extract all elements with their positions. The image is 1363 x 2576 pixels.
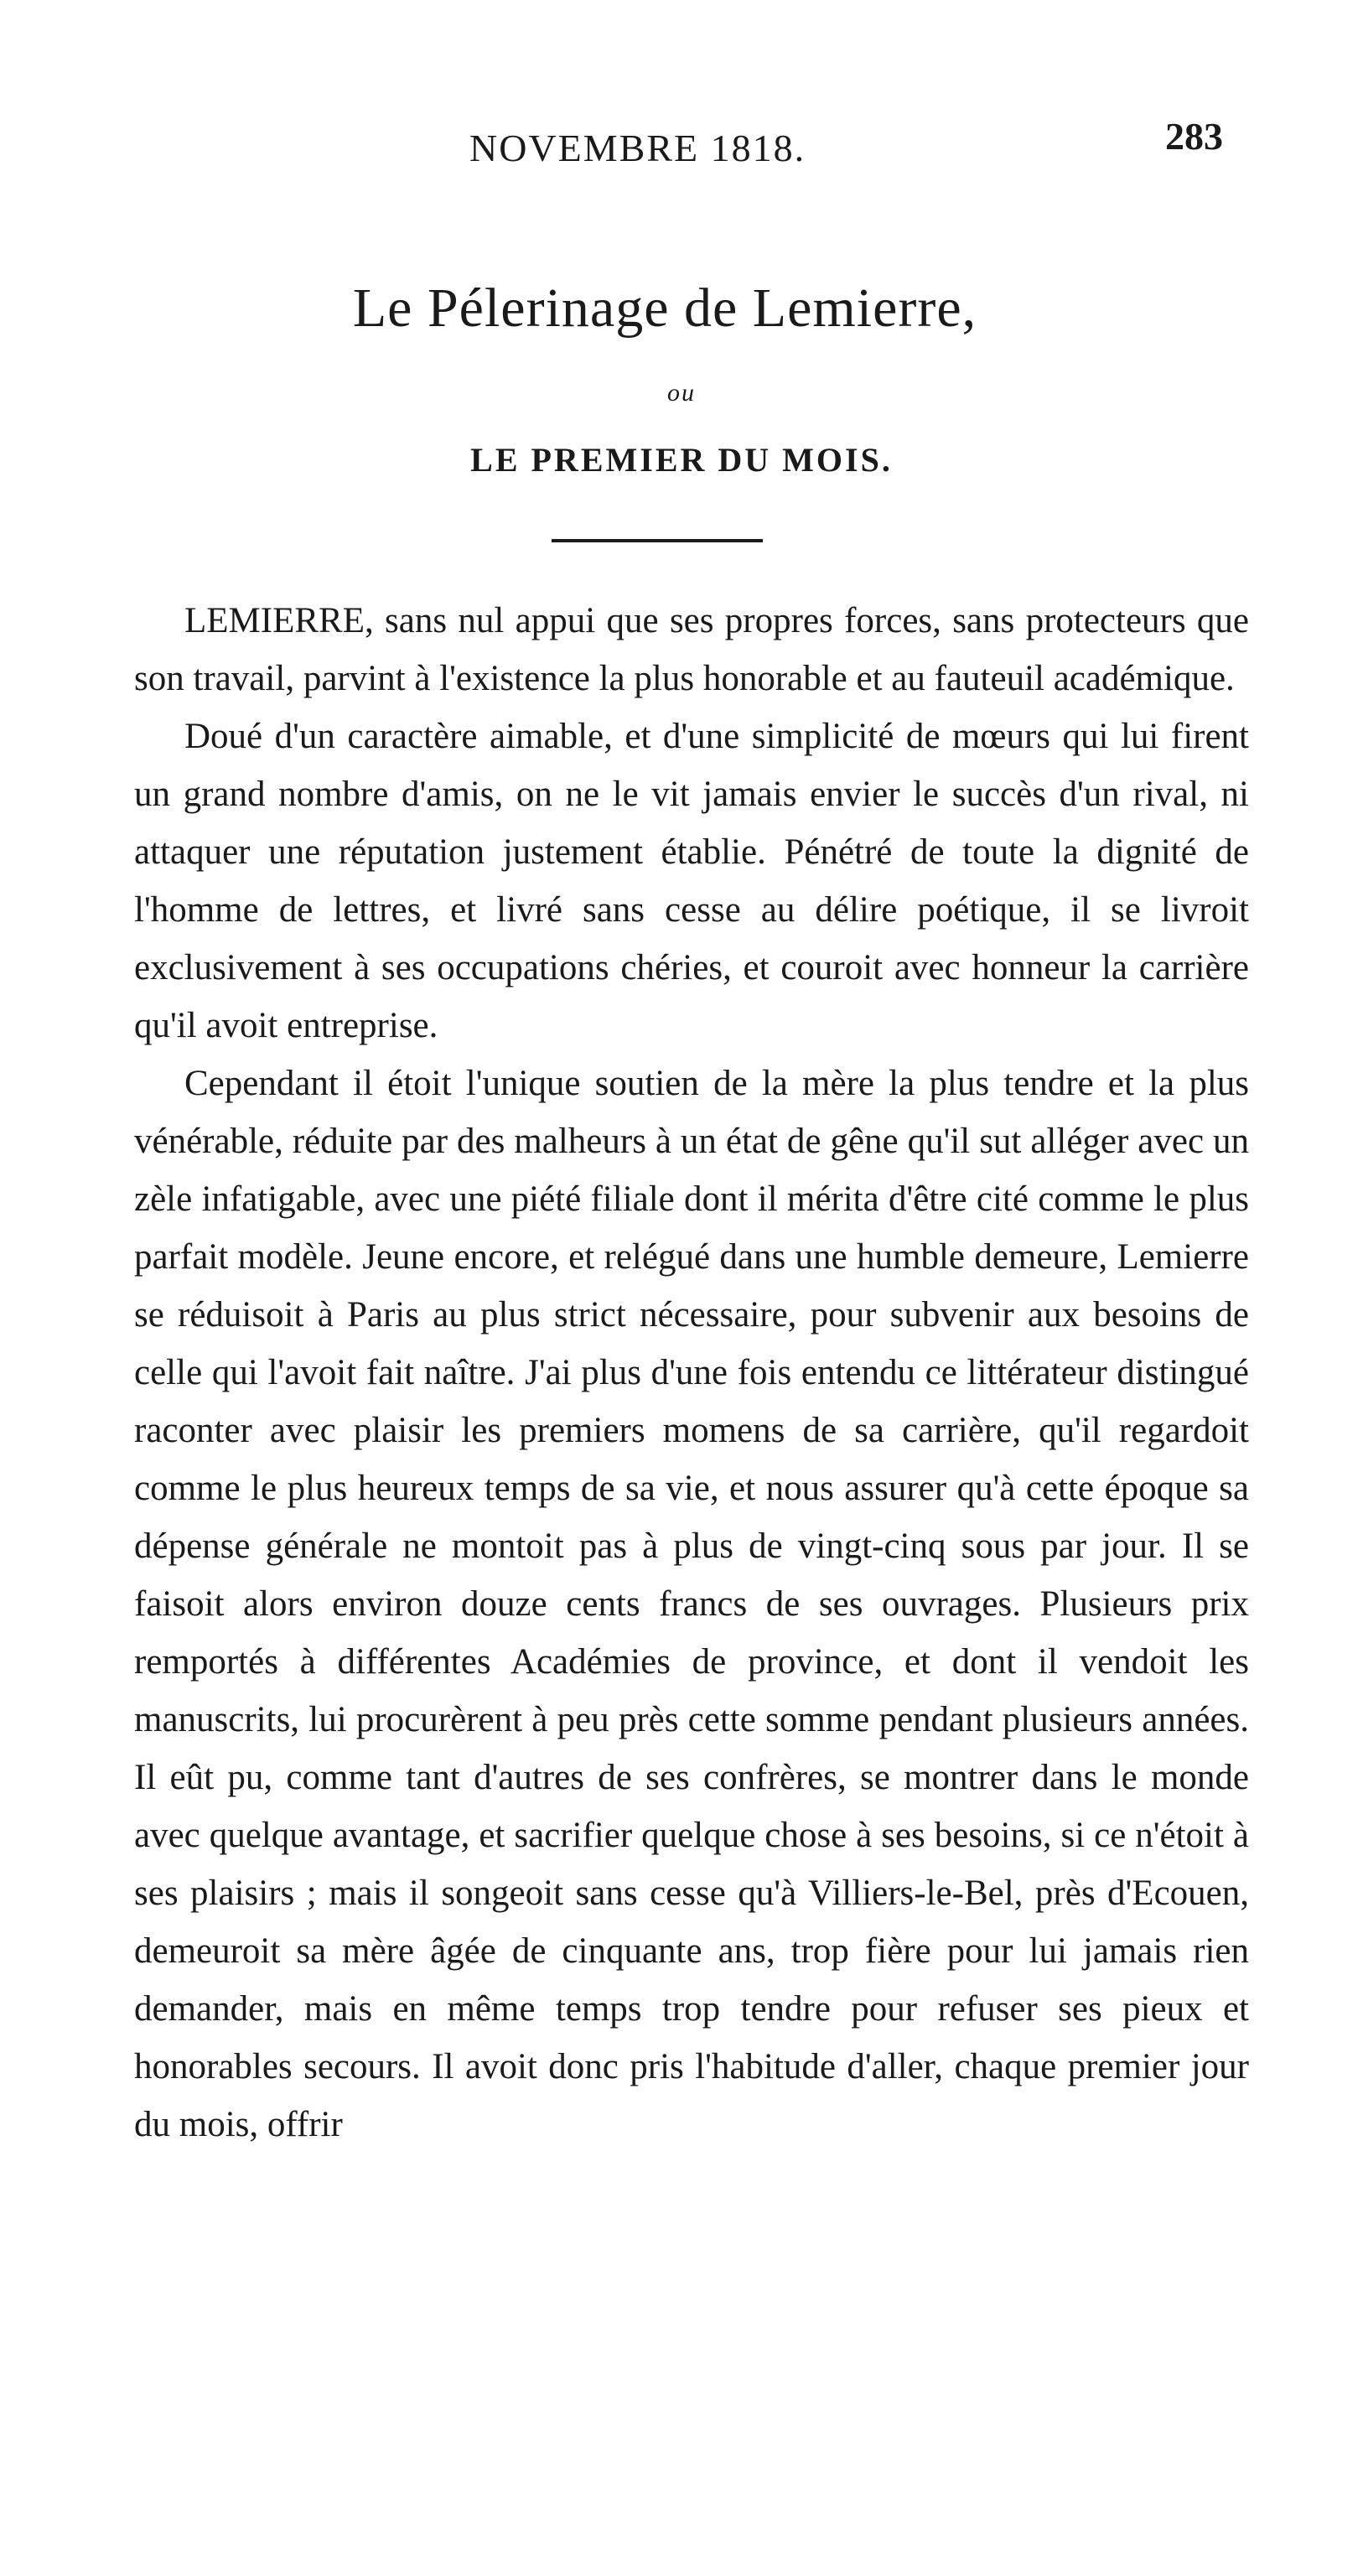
article-title (0, 277, 1363, 340)
article-title-text: Le Pélerinage de Lemierre, (352, 277, 977, 339)
section-divider (552, 539, 763, 542)
paragraph-2: Doué d'un caractère aimable, et d'une simplicité de mœurs qui lui firent un grand nombre d'amis, on ne le vit jamais envier le succès d'un rival, ni attaquer une réputation justement établie. Pénétré de toute la dignité de l'homme de lettres, et livré sans cesse au délire poétique, il se livroit exclusivement à ses occupations chéries, et couroit avec honneur la carrière qu'il avoit entreprise. (134, 717, 1249, 1045)
body-text (134, 592, 1249, 2154)
article-subtitle: LE PREMIER DU MOIS. (470, 441, 893, 479)
page-number: 283 (1165, 115, 1223, 158)
paragraph-3: Cependant il étoit l'unique soutien de la mère la plus tendre et la plus vénérable, réduite par des malheurs à un état de gêne qu'il sut alléger avec un zèle infatigable, avec une piété filiale dont il mérita d'être cité comme le plus parfait modèle. Jeune encore, et relégué dans une humble demeure, Lemierre se réduisoit à Paris au plus strict nécessaire, pour subvenir aux besoins de celle qui l'avoit fait naître. J'ai plus d'une fois entendu ce littérateur distingué raconter avec plaisir les premiers momens de sa carrière, qu'il regardoit comme le plus heureux temps de sa vie, et nous assurer qu'à cette époque sa dépense générale ne montoit pas à plus de vingt-cinq sous par jour. Il se faisoit alors environ douze cents francs de ses ouvrages. Plusieurs prix remportés à différentes Académies de province, et dont il vendoit les manuscrits, lui procurèrent à peu près cette somme pendant plusieurs années. Il eût pu, comme tant d'autres de ses confrères, se montrer dans le monde avec quelque avantage, et sacrifier quelque chose à ses besoins, si ce n'étoit à ses plaisirs ; mais il songeoit sans cesse qu'à Villiers-le-Bel, près d'Ecouen, demeuroit sa mère âgée de cinquante ans, trop fière pour lui jamais rien demander, mais en même temps trop tendre pour refuser ses pieux et honorables secours. Il avoit donc pris l'habitude d'aller, chaque premier jour du mois, offrir (134, 1064, 1249, 2144)
running-head (0, 115, 1363, 176)
running-title: NOVEMBRE 1818. (469, 127, 806, 169)
paragraph-1: LEMIERRE, sans nul appui que ses propres forces, sans protecteurs que son travail, parvint à l'existence la plus honorable et au fauteuil académique. (134, 601, 1249, 698)
title-conjunction: ou (667, 379, 696, 407)
